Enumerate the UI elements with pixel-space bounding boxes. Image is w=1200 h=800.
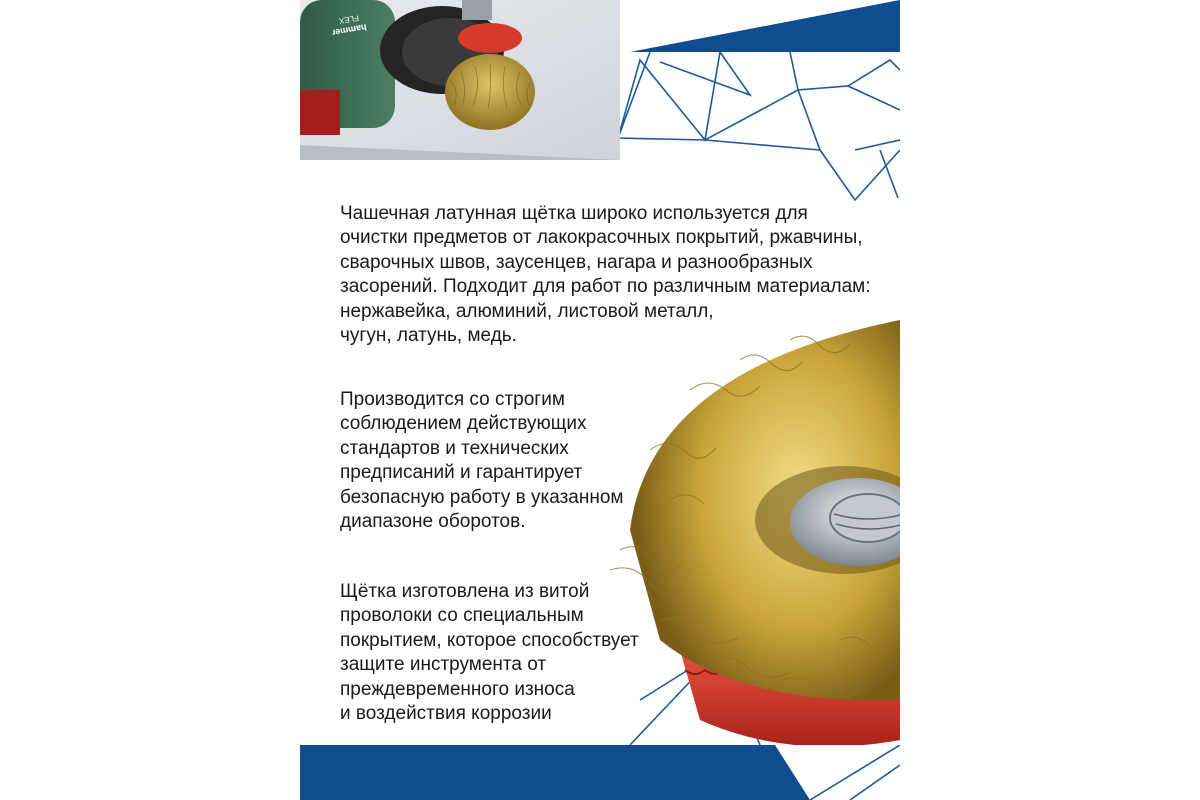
grinder-model-text: FLEX xyxy=(338,13,360,26)
small-brush-cap xyxy=(458,23,522,53)
top-blue-band-tip xyxy=(650,0,900,52)
cup-brush-image xyxy=(590,300,900,760)
footer-blue-band xyxy=(300,745,900,800)
product-card xyxy=(300,0,900,800)
description-paragraph-2: Производится со строгим соблюдением действующих стандартов и технических предписаний и гарантирует безопасную работу в указанном диапазоне оборотов. xyxy=(340,389,624,533)
top-mesh-lines xyxy=(618,52,900,200)
description-paragraph-1: Чашечная латунная щётка широко используется для очистки предметов от лакокрасочных покрытий, ржавчины, сварочных швов, заусенцев, нагара и разнообразных засорений. Подходит для работ по различным материалам: нержавейка, алюминий, листовой металл, чугун, латунь, медь. xyxy=(340,203,871,347)
description-paragraph-3: Щётка изготовлена из витой проволоки со специальным покрытием, которое способствует защите инструмента от преждевременного износа и воздействия коррозии xyxy=(340,581,639,725)
grinder-photo xyxy=(300,0,620,160)
grinder-brand-text: hammer xyxy=(331,22,368,38)
